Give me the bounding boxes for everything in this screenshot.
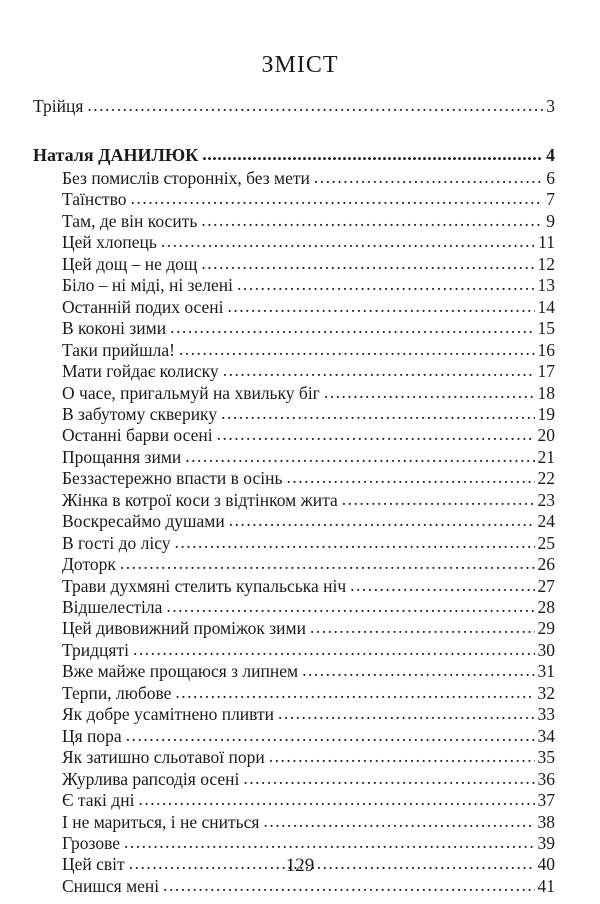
toc-entry-title: Вже майже прощаюся з липнем	[62, 661, 299, 682]
toc-entry-title: Там, де він косить	[62, 210, 198, 231]
toc-leader-dots	[286, 467, 534, 487]
toc-entry	[62, 661, 555, 681]
toc-entry-page: 3	[546, 96, 555, 116]
toc-leader-dots	[201, 210, 543, 230]
toc-entry-title: Цей світ	[62, 854, 125, 875]
toc-section-heading	[33, 145, 555, 165]
toc-entry-title: Снишся мені	[62, 875, 160, 896]
toc-entry-page: 22	[537, 468, 555, 489]
toc-leader-dots	[278, 703, 534, 723]
toc-leader-dots	[161, 231, 535, 251]
toc-entry	[62, 425, 555, 445]
toc-entry-title: Прощання зими	[62, 446, 182, 467]
toc-entry-title: О часе, пригальмуй на хвильку біг	[62, 382, 320, 403]
toc-entry	[62, 340, 555, 360]
toc-entry-page: 35	[537, 747, 555, 768]
toc-section-title: Наталя ДАНИЛЮК	[33, 145, 199, 165]
toc-entry-page: 41	[537, 875, 555, 896]
toc-leader-dots	[342, 489, 535, 509]
toc-entry-title: Останній подих осені	[62, 296, 224, 317]
toc-leader-dots	[179, 339, 535, 359]
toc-entry	[62, 447, 555, 467]
toc-entry-page: 15	[537, 318, 555, 339]
toc-entry-page: 19	[537, 403, 555, 424]
toc-entry-title: Жінка в котрої коси з відтінком жита	[62, 489, 338, 510]
toc-entry-page: 13	[537, 275, 555, 296]
toc-leader-dots	[175, 682, 534, 702]
toc-entry	[62, 833, 555, 853]
toc-entry-page: 37	[537, 790, 555, 811]
toc-entry-page: 11	[538, 232, 555, 253]
toc-entry-title: Журлива рапсодія осені	[62, 768, 240, 789]
toc-leader-dots	[124, 832, 534, 852]
toc-entry	[62, 683, 555, 703]
toc-entry-title: Цей дощ – не дощ	[62, 253, 198, 274]
toc-entry-title: Як добре усамітнено пливти	[62, 704, 275, 725]
toc-entry-title: Таїнство	[62, 189, 127, 210]
toc-leader-dots	[217, 424, 535, 444]
toc-entry-title: Тридцяті	[62, 639, 129, 660]
toc-entry-page: 12	[537, 253, 555, 274]
toc-entry	[62, 254, 555, 274]
toc-leader-dots	[350, 575, 534, 595]
toc-entry-page: 21	[537, 446, 555, 467]
toc-entry-title: Ця пора	[62, 725, 122, 746]
toc-entry-title: Воскресаймо душами	[62, 511, 225, 532]
toc-entry-top	[33, 96, 555, 116]
toc-entry-title: І не мариться, і не сниться	[62, 811, 260, 832]
toc-entry-page: 27	[537, 575, 555, 596]
toc-entry-page: 20	[537, 425, 555, 446]
toc-leader-dots	[175, 532, 535, 552]
toc-leader-dots	[243, 768, 534, 788]
toc-leader-dots	[223, 360, 535, 380]
toc-entry-title: Беззастережно впасти в осінь	[62, 468, 283, 489]
toc-entry-page: 26	[537, 554, 555, 575]
toc-section-page: 4	[546, 145, 555, 165]
toc-leader-dots	[163, 875, 534, 895]
toc-entry	[62, 769, 555, 789]
toc-entry	[62, 576, 555, 596]
page-number: 129	[285, 855, 315, 876]
toc-leader-dots	[87, 95, 543, 115]
toc-leader-dots	[310, 617, 535, 637]
toc-entry	[62, 790, 555, 810]
toc-entry-page: 30	[537, 639, 555, 660]
toc-entry	[62, 618, 555, 638]
toc-leader-dots	[302, 660, 534, 680]
toc-entry	[62, 318, 555, 338]
toc-entry-title: Є такі дні	[62, 790, 135, 811]
toc-entry	[62, 275, 555, 295]
toc-entry-title: Цей хлопець	[62, 232, 157, 253]
toc-leader-dots	[237, 274, 535, 294]
toc-leader-dots	[324, 382, 535, 402]
toc-entry-page: 9	[546, 210, 555, 231]
toc-entry-page: 25	[537, 532, 555, 553]
toc-entry-title: Грозове	[62, 832, 121, 853]
toc-leader-dots	[202, 144, 543, 164]
toc-entry-page: 23	[537, 489, 555, 510]
toc-entry-page: 29	[537, 618, 555, 639]
toc-entry-title: Таки прийшла!	[62, 339, 175, 360]
toc-entry	[62, 511, 555, 531]
toc-leader-dots	[314, 167, 543, 187]
toc-entry-title: Мати гойдає колиску	[62, 361, 219, 382]
toc-entry-title: Терпи, любове	[62, 682, 172, 703]
toc-entry	[62, 232, 555, 252]
toc-entry-page: 36	[537, 768, 555, 789]
toc-entry	[62, 597, 555, 617]
toc-entry-page: 38	[537, 811, 555, 832]
toc-entry-page: 18	[537, 382, 555, 403]
toc-entry-page: 31	[537, 661, 555, 682]
toc-entry-title: Біло – ні міді, ні зелені	[62, 275, 233, 296]
toc-entry-title: Цей дивовижний проміжок зими	[62, 618, 306, 639]
toc-entry	[62, 747, 555, 767]
page-title: ЗМІСТ	[261, 52, 339, 78]
toc-leader-dots	[120, 553, 535, 573]
toc-entry-page: 7	[546, 189, 555, 210]
toc-entry-page: 24	[537, 511, 555, 532]
toc-entry	[62, 490, 555, 510]
toc-entry-page: 32	[537, 682, 555, 703]
toc-leader-dots	[263, 811, 534, 831]
toc-entry	[62, 468, 555, 488]
toc-leader-dots	[133, 639, 535, 659]
toc-leader-dots	[170, 317, 534, 337]
toc-entry	[62, 189, 555, 209]
toc-entry-title: Трійця	[33, 96, 84, 116]
toc-entry-title: Як затишно сльотавої пори	[62, 747, 265, 768]
toc-leader-dots	[166, 596, 534, 616]
toc-entry-title: Трави духмяні стелить купальська ніч	[62, 575, 347, 596]
toc-entry-page: 14	[537, 296, 555, 317]
toc-entry	[62, 297, 555, 317]
toc-entry-page: 34	[537, 725, 555, 746]
toc-entry	[62, 211, 555, 231]
toc-entry-title: Доторк	[62, 554, 116, 575]
toc-entry-title: Відшелестіла	[62, 597, 163, 617]
toc-entry	[62, 704, 555, 724]
toc-entry-page: 33	[537, 704, 555, 725]
toc-entry	[62, 168, 555, 188]
toc-entry-title: В гості до лісу	[62, 532, 171, 553]
toc-entry	[62, 404, 555, 424]
toc-entry	[62, 876, 555, 896]
toc-leader-dots	[269, 746, 535, 766]
toc-leader-dots	[201, 253, 534, 273]
toc-entry-page: 40	[537, 854, 555, 875]
toc-leader-dots	[228, 296, 535, 316]
toc-entry	[62, 554, 555, 574]
toc-entry-title: В коконі зими	[62, 318, 167, 339]
toc-entry	[62, 640, 555, 660]
toc-entry-title: В забутому скверику	[62, 403, 218, 424]
toc-entry	[62, 726, 555, 746]
toc-leader-dots	[138, 789, 534, 809]
toc-entry-page: 39	[537, 832, 555, 853]
toc-leader-dots	[131, 188, 544, 208]
toc-entry-page: 17	[537, 361, 555, 382]
toc-entry-page: 6	[546, 168, 555, 188]
toc-entry-title: Без помислів сторонніх, без мети	[62, 168, 310, 188]
toc-entry	[62, 812, 555, 832]
toc-entry	[62, 533, 555, 553]
toc-leader-dots	[126, 725, 535, 745]
toc-entry	[62, 361, 555, 381]
toc-leader-dots	[185, 446, 534, 466]
toc-entry	[62, 383, 555, 403]
toc-entry-page: 28	[537, 597, 555, 617]
toc-entry-title: Останні барви осені	[62, 425, 213, 446]
toc-leader-dots	[221, 403, 534, 423]
toc-entry-page: 16	[537, 339, 555, 360]
toc-leader-dots	[229, 510, 535, 530]
